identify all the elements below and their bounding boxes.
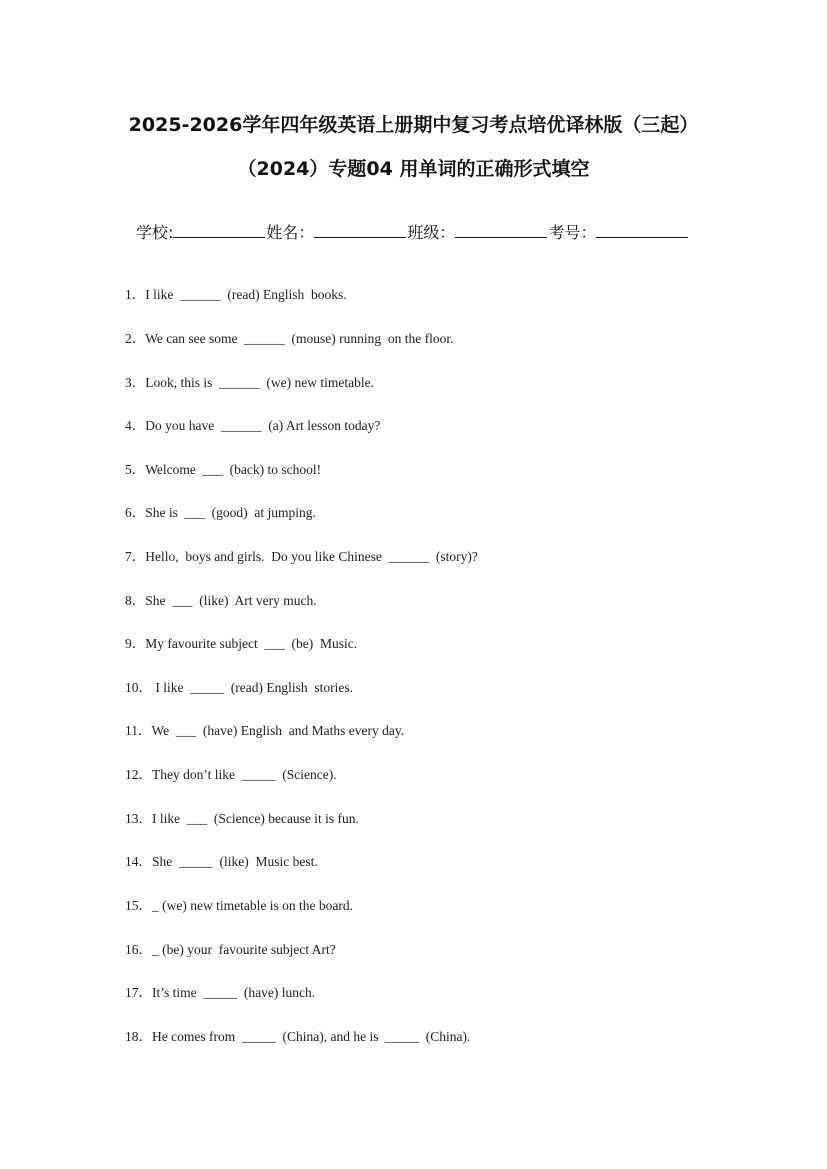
question-text: He comes from _____ (China), and he is _____ (China). <box>152 1029 471 1044</box>
exam-number-blank[interactable] <box>596 221 688 238</box>
question-item <box>125 938 725 958</box>
question-item <box>125 763 725 783</box>
question-item <box>125 632 725 652</box>
question-item <box>125 458 725 478</box>
question-item <box>125 850 725 870</box>
question-item <box>125 589 725 609</box>
question-text: _ (be) your favourite subject Art? <box>152 942 336 957</box>
question-text: She is ___ (good) at jumping. <box>145 505 316 520</box>
question-item <box>125 981 725 1001</box>
question-text: She ___ (like) Art very much. <box>145 593 317 608</box>
question-item <box>125 719 725 739</box>
question-item <box>125 676 725 696</box>
question-text: Do you have ______ (a) Art lesson today? <box>145 418 381 433</box>
question-text: They don’t like _____ (Science). <box>152 767 337 782</box>
question-number: 7． <box>125 549 146 564</box>
question-text: We ___ (have) English and Maths every day. <box>151 723 405 738</box>
question-text: I like _____ (read) English stories. <box>152 680 353 695</box>
question-item <box>125 414 725 434</box>
question-number: 2． <box>125 331 146 346</box>
question-text: My favourite subject ___ (be) Music. <box>145 636 358 651</box>
question-number: 3． <box>125 375 146 390</box>
question-item <box>125 371 725 391</box>
exam-number-label: 考号： <box>548 223 597 242</box>
class-label: 班级： <box>407 223 456 242</box>
question-text: I like ___ (Science) because it is fun. <box>152 811 359 826</box>
question-number: 12． <box>125 767 152 782</box>
question-number: 18． <box>125 1029 152 1044</box>
question-text: Hello, boys and girls. Do you like Chinese ______ (story)? <box>145 549 478 564</box>
question-number: 4． <box>125 418 146 433</box>
question-item <box>125 501 725 521</box>
question-text: It’s time _____ (have) lunch. <box>152 985 316 1000</box>
question-number: 6． <box>125 505 146 520</box>
name-label: 姓名： <box>266 223 315 242</box>
school-label: 学校: <box>136 223 174 242</box>
question-item <box>125 1025 725 1045</box>
question-text: I like ______ (read) English books. <box>145 287 347 302</box>
student-info-row <box>136 220 706 243</box>
question-number: 17． <box>125 985 152 1000</box>
document-title-line-1: 2025-2026学年四年级英语上册期中复习考点培优译林版（三起） <box>128 114 699 136</box>
question-item <box>125 327 725 347</box>
question-item <box>125 807 725 827</box>
question-item <box>125 283 725 303</box>
document-title-line-2: （2024）专题04 用单词的正确形式填空 <box>237 158 590 180</box>
class-blank[interactable] <box>455 221 547 238</box>
question-number: 15． <box>125 898 152 913</box>
question-number: 11． <box>125 723 152 738</box>
school-blank[interactable] <box>173 221 265 238</box>
question-text: She _____ (like) Music best. <box>152 854 318 869</box>
question-text: Welcome ___ (back) to school! <box>145 462 322 477</box>
question-item <box>125 894 725 914</box>
question-number: 1． <box>125 287 146 302</box>
name-blank[interactable] <box>314 221 406 238</box>
question-number: 14． <box>125 854 152 869</box>
question-number: 16． <box>125 942 152 957</box>
question-number: 9． <box>125 636 146 651</box>
question-text: Look, this is ______ (we) new timetable. <box>145 375 374 390</box>
question-item <box>125 545 725 565</box>
question-number: 5． <box>125 462 146 477</box>
question-number: 13． <box>125 811 152 826</box>
question-number: 10． <box>125 680 152 695</box>
question-text: _ (we) new timetable is on the board. <box>152 898 353 913</box>
question-text: We can see some ______ (mouse) running on the floor. <box>145 331 454 346</box>
question-number: 8． <box>125 593 146 608</box>
